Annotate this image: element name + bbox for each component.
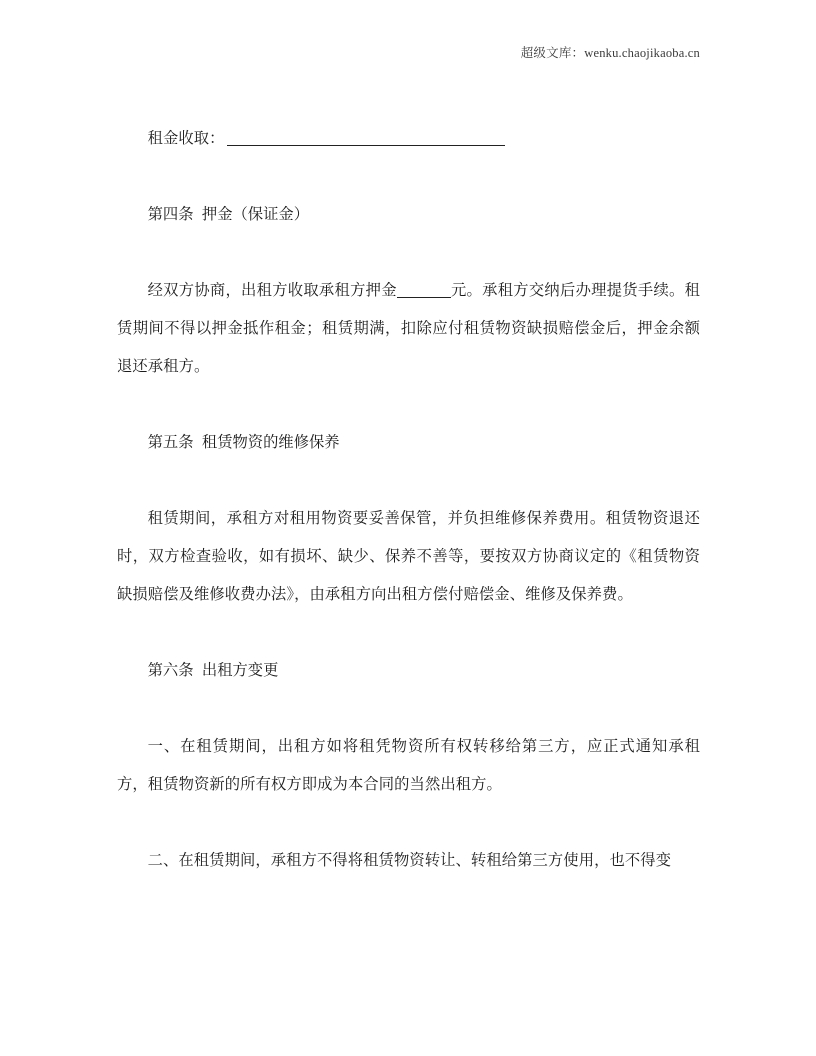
section-six-number: 第六条 <box>147 662 194 679</box>
block-spacer <box>117 614 700 652</box>
block-spacer <box>117 234 700 272</box>
rent-collection-line <box>117 120 700 158</box>
section-four-paragraph-lead: 经双方协商，出租方收取承租方押金 <box>147 282 397 299</box>
watermark-text: 超级文库：wenku.chaojikaoba.cn <box>520 46 700 60</box>
page-header-watermark <box>117 46 700 61</box>
section-five-title: 租赁物资的维修保养 <box>201 434 340 451</box>
deposit-amount-blank-field[interactable] <box>397 297 451 298</box>
block-spacer <box>117 462 700 500</box>
rent-collection-label: 租金收取： <box>147 130 225 147</box>
block-spacer <box>117 386 700 424</box>
section-five-paragraph: 租赁期间，承租方对租用物资要妥善保管，并负担维修保养费用。租赁物资退还时，双方检查验收，如有损坏、缺少、保养不善等，要按双方协商议定的《租赁物资缺损赔偿及维修收费办法》，由承租方向出租方偿付赔偿金、维修及保养费。 <box>117 510 700 603</box>
section-six-title: 出租方变更 <box>201 662 279 679</box>
section-six-item-two: 二、在租赁期间，承租方不得将租赁物资转让、转租给第三方使用，也不得变 <box>147 852 672 869</box>
block-spacer <box>117 690 700 728</box>
section-four-number: 第四条 <box>147 206 194 223</box>
section-four-title: 押金（保证金） <box>201 206 309 223</box>
block-spacer <box>117 804 700 842</box>
section-four-paragraph-rest: 元。承租方交纳后办理提货手续。租赁期间不得以押金抵作租金；租赁期满，扣除应付租赁物资缺损赔偿金后，押金余额退还承租方。 <box>117 282 700 375</box>
section-four-paragraph <box>117 272 700 386</box>
section-four-heading <box>117 196 700 234</box>
section-six-heading <box>117 652 700 690</box>
block-spacer <box>117 158 700 196</box>
document-body <box>117 120 700 880</box>
section-six-item-one: 一、在租赁期间，出租方如将租凭物资所有权转移给第三方，应正式通知承租方，租赁物资新的所有权方即成为本合同的当然出租方。 <box>117 738 700 793</box>
rent-collection-blank-field[interactable] <box>227 145 505 146</box>
section-five-heading <box>117 424 700 462</box>
section-five-number: 第五条 <box>147 434 194 451</box>
